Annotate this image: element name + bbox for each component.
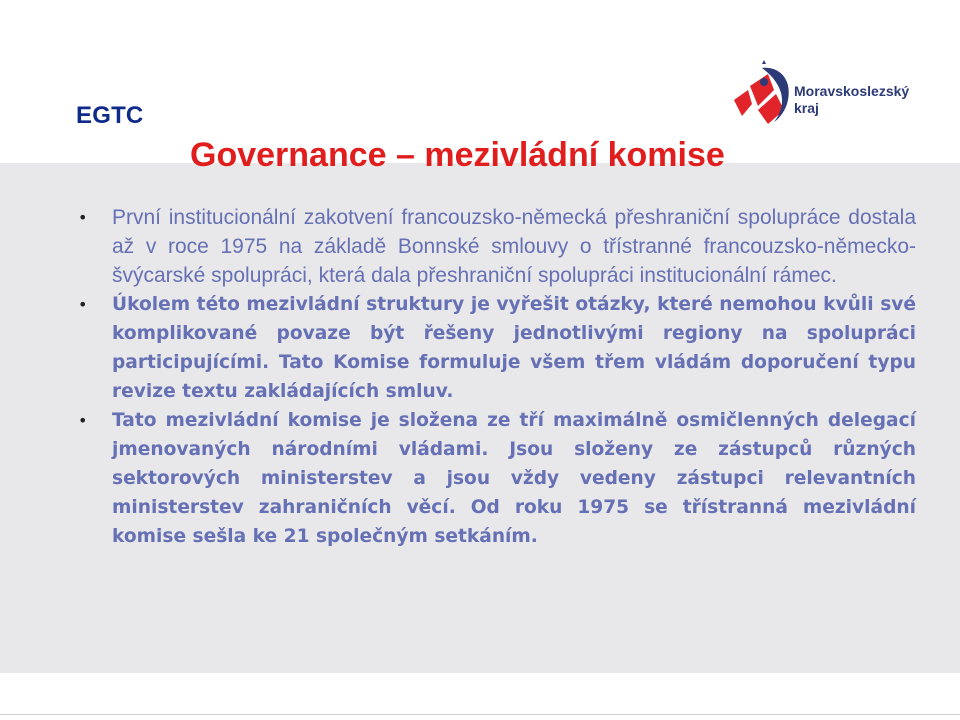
bullet-item bbox=[78, 290, 916, 406]
bullet-marker: • bbox=[78, 411, 88, 430]
moravskoslezsky-kraj-logo-icon bbox=[728, 60, 798, 140]
bullet-marker: • bbox=[78, 208, 88, 227]
logo-name-line1: Moravskoslezský bbox=[794, 83, 910, 99]
region-logo bbox=[728, 60, 928, 140]
bullet-list bbox=[78, 203, 916, 551]
bullet-item bbox=[78, 406, 916, 551]
section-label: EGTC bbox=[76, 102, 144, 129]
bullet-marker: • bbox=[78, 295, 88, 314]
slide-title: Governance – mezivládní komise bbox=[190, 136, 725, 174]
bullet-item bbox=[78, 203, 916, 290]
logo-name-line2: kraj bbox=[794, 100, 819, 116]
footer-divider bbox=[0, 714, 960, 715]
logo-text bbox=[794, 83, 909, 117]
bullet-text: První institucionální zakotvení francouzsko-německá přeshraniční spolupráce dostala až v roce 1975 na základě Bonnské smlouvy o třístranné francouzsko-německo-švýcarské spolupráci, která dala přeshraniční spolupráci institucionální rámec. bbox=[112, 206, 916, 287]
bullet-text: Tato mezivládní komise je složena ze tří maximálně osmičlenných delegací jmenovaných národními vládami. Jsou složeny ze zástupců různých sektorových ministerstev a jsou vždy vedeny zástupci relevantních ministerstev zahraničních věcí. Od roku 1975 se třístranná mezivládní komise sešla ke 21 společným setkáním. bbox=[112, 410, 916, 547]
bullet-text: Úkolem této mezivládní struktury je vyřešit otázky, které nemohou kvůli své komplikované povaze být řešeny jednotlivými regiony na spolupráci participujícími. Tato Komise formuluje všem třem vládám doporučení typu revize textu zakládajících smluv. bbox=[112, 294, 916, 402]
